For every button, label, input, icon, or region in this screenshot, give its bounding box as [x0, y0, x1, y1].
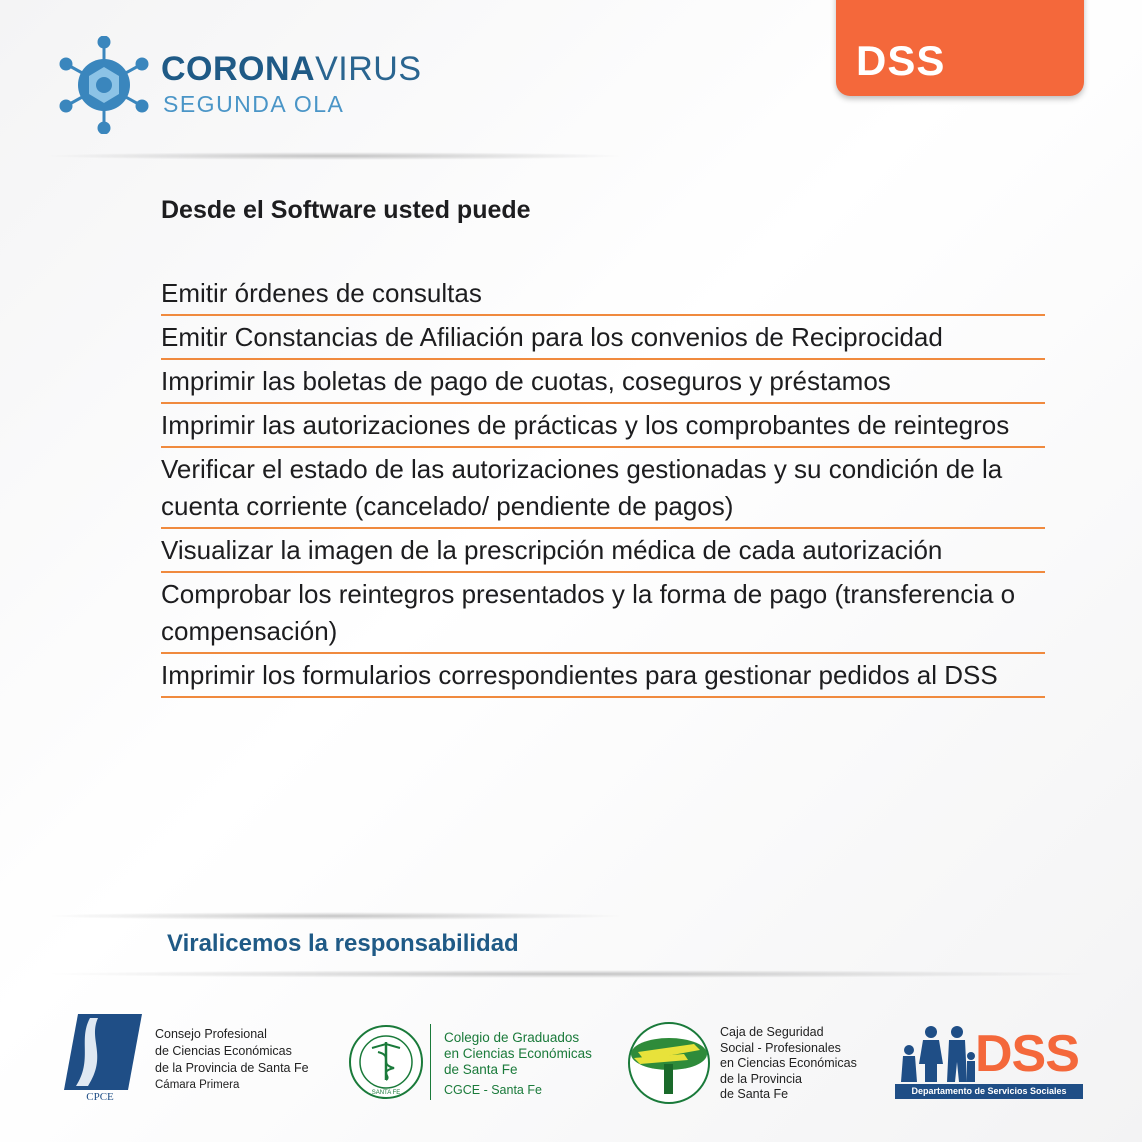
header-divider [40, 152, 630, 160]
cgce-seal-icon [348, 1024, 424, 1100]
cgce-line: de Santa Fe [444, 1062, 518, 1077]
dss-logo-bar: Departamento de Servicios Sociales [895, 1084, 1083, 1099]
cgce-sub: CGCE - Santa Fe [444, 1083, 542, 1097]
caja-text [720, 1025, 857, 1103]
cpce-line: Cámara Primera [155, 1079, 240, 1091]
list-item: Comprobar los reintegros presentados y la forma de pago (transferencia o compensación) [161, 573, 1045, 654]
brand-subtitle: SEGUNDA OLA [163, 91, 345, 117]
cgce-line: en Ciencias Económicas [444, 1046, 592, 1061]
list-item: Emitir órdenes de consultas [161, 272, 1045, 316]
cpce-text [155, 1026, 309, 1094]
cgce-seal-label: SANTA FE [371, 1090, 401, 1096]
list-item: Imprimir los formularios correspondientes para gestionar pedidos al DSS [161, 654, 1045, 698]
list-item: Visualizar la imagen de la prescripción médica de cada autorización [161, 529, 1045, 573]
cgce-divider [430, 1024, 431, 1100]
cgce-line: Colegio de Graduados [444, 1030, 580, 1045]
caja-tree-icon [624, 1020, 714, 1106]
footer-divider-top [40, 912, 630, 920]
cpce-line: Consejo Profesional [155, 1027, 267, 1041]
cpce-monogram: CPCE [86, 1091, 114, 1102]
cpce-logo-icon [58, 1010, 142, 1102]
list-item: Emitir Constancias de Afiliación para los convenios de Reciprocidad [161, 316, 1045, 360]
dss-logo-text: DSS [975, 1025, 1079, 1083]
dss-tab-label: DSS [856, 37, 946, 84]
brand-title [161, 52, 422, 86]
intro-heading: Desde el Software usted puede [161, 196, 531, 224]
feature-list [161, 272, 1045, 698]
caja-line: de Santa Fe [720, 1087, 789, 1102]
brand-title-light: VIRUS [315, 50, 422, 88]
cpce-line: de la Provincia de Santa Fe [155, 1061, 309, 1075]
dss-tab [836, 0, 1084, 96]
family-icon [895, 1024, 975, 1082]
caja-line: en Ciencias Económicas [720, 1056, 857, 1071]
cpce-line: de Ciencias Económicas [155, 1044, 292, 1058]
virus-icon [58, 36, 150, 134]
cgce-text [444, 1030, 592, 1098]
footer-divider-bottom [40, 970, 1100, 978]
brand-title-bold: CORONA [161, 50, 316, 88]
list-item: Verificar el estado de las autorizaciones gestionadas y su condición de la cuenta corriente (cancelado/ pendiente de pagos) [161, 448, 1045, 529]
list-item: Imprimir las autorizaciones de prácticas y los comprobantes de reintegros [161, 404, 1045, 448]
caja-line: Social - Profesionales [720, 1040, 841, 1055]
tagline: Viralicemos la responsabilidad [167, 930, 519, 957]
caja-line: de la Provincia [720, 1071, 802, 1086]
list-item: Imprimir las boletas de pago de cuotas, coseguros y préstamos [161, 360, 1045, 404]
caja-line: Caja de Seguridad [720, 1025, 824, 1039]
